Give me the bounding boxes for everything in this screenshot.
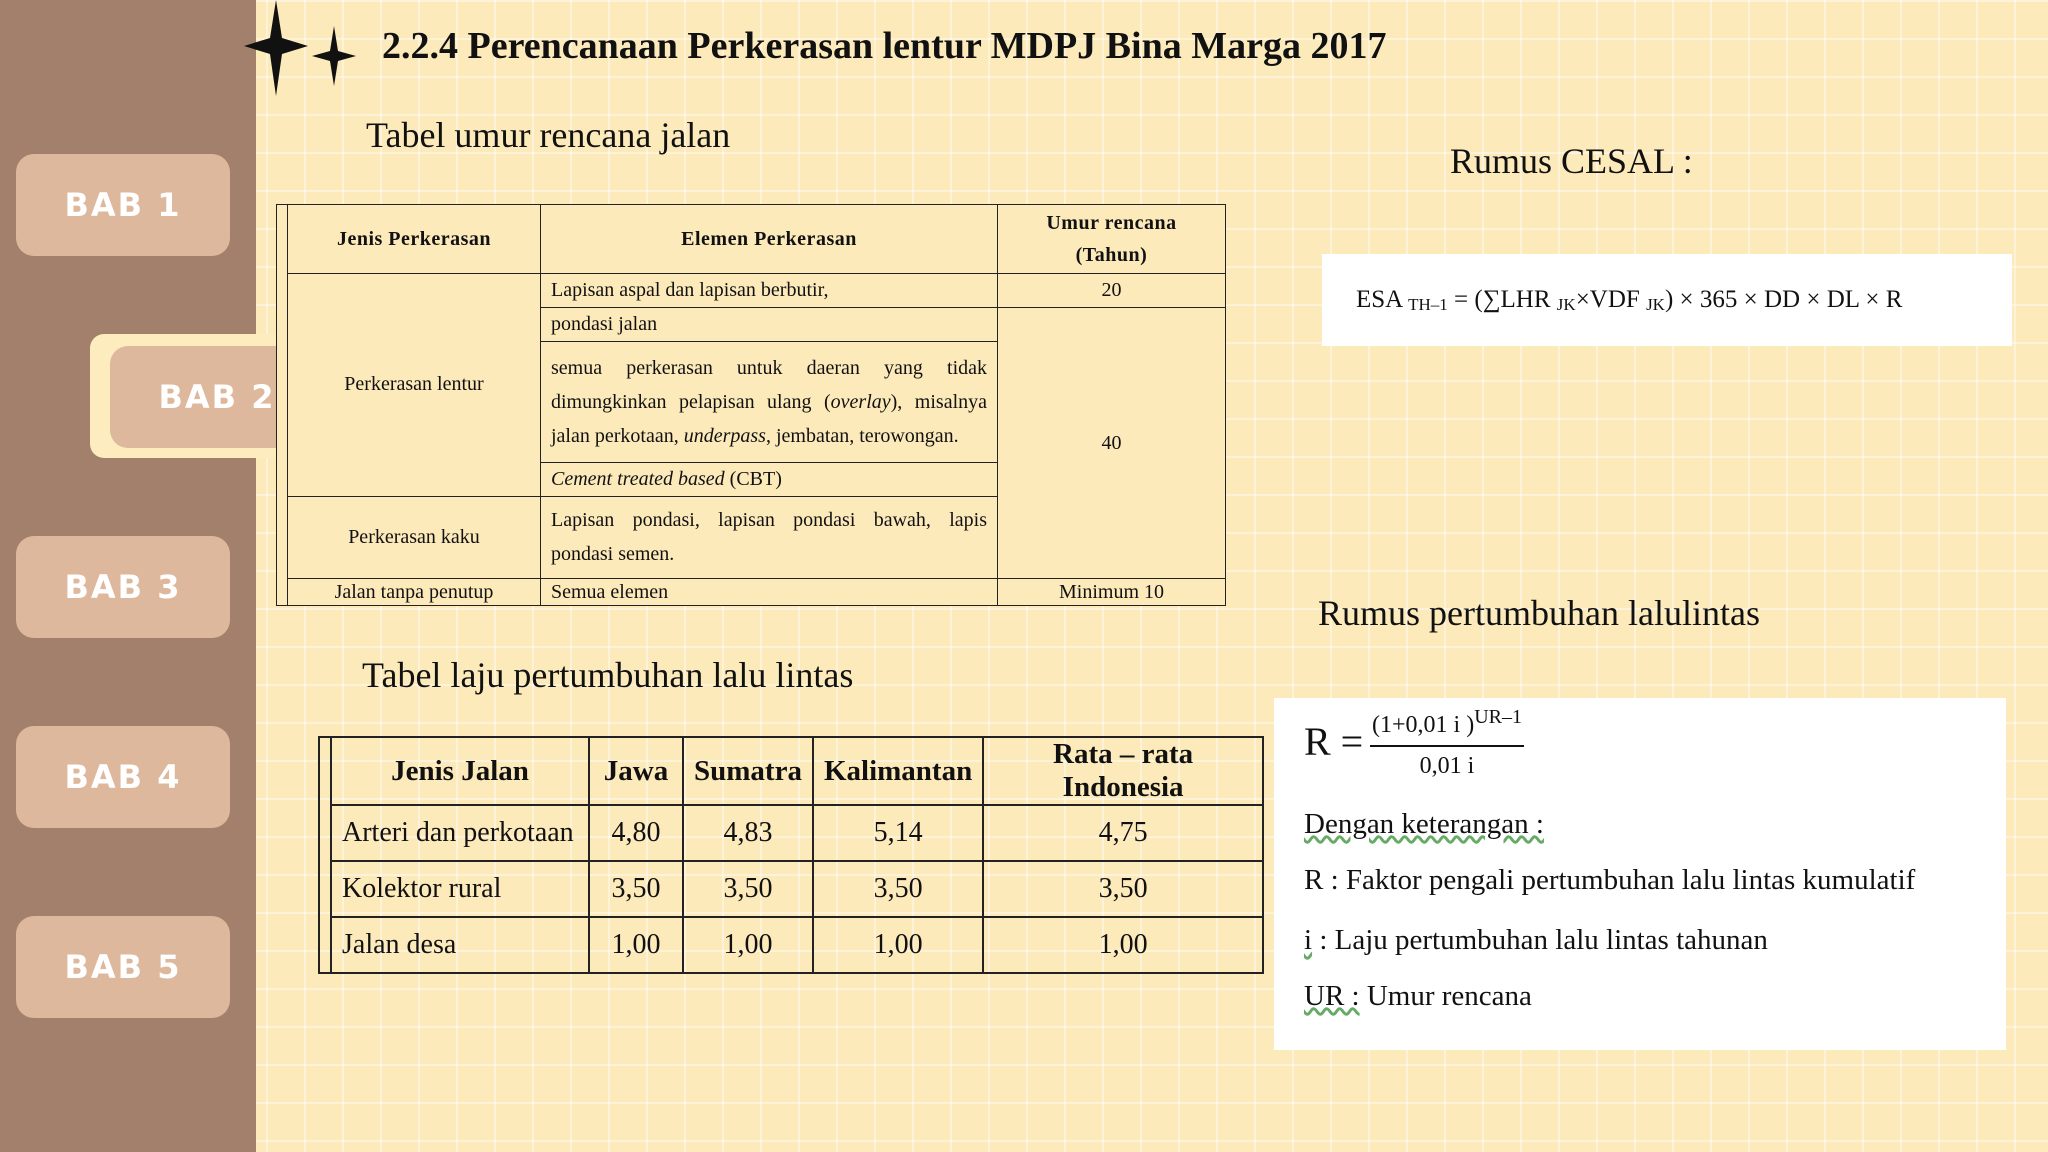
t2-header-jenis: Jenis Jalan (331, 737, 589, 805)
t2-cell: Kolektor rural (331, 861, 589, 917)
t2-cell: 1,00 (983, 917, 1263, 973)
el3-italic: overlay (830, 390, 891, 413)
t2-cell: 3,50 (589, 861, 683, 917)
nav-bab-3[interactable]: BAB 3 (16, 536, 230, 638)
growth-fraction (1370, 706, 1524, 780)
growth-formula-box (1274, 698, 2006, 1050)
header-jenis: Jenis Perkerasan (288, 205, 541, 274)
esa-part2: ×VDF (1575, 285, 1647, 313)
table-left-bar (277, 205, 288, 606)
sub-jk1: JK (1556, 294, 1576, 314)
design-life-table (276, 204, 1226, 606)
def-i (1304, 924, 1768, 957)
t2-cell: 1,00 (683, 917, 813, 973)
esa-part3: ) × 365 × DD × DL × R (1664, 285, 1903, 313)
exponent-text: UR–1 (1474, 706, 1522, 728)
t2-header-rata: Rata – rata Indonesia (983, 737, 1263, 805)
table1-caption: Tabel umur rencana jalan (366, 115, 731, 155)
t2-cell: 4,75 (983, 805, 1263, 861)
t2-cell: 4,83 (683, 805, 813, 861)
cell-jenis-tanpa: Jalan tanpa penutup (288, 579, 541, 606)
cesal-formula-box (1322, 254, 2012, 346)
esa-part1: = (∑LHR (1447, 285, 1557, 313)
def-i-text: : Laju pertumbuhan lalu lintas tahunan (1312, 924, 1768, 956)
cell-el5: Lapisan pondasi, lapisan pondasi bawah, lapis pondasi semen. (541, 496, 998, 578)
cell-el1: Lapisan aspal dan lapisan berbutir, (541, 274, 998, 308)
t2-cell: 3,50 (983, 861, 1263, 917)
t2-header-sumatra: Sumatra (683, 737, 813, 805)
def-r-text: : Faktor pengali pertumbuhan lalu lintas kumulatif (1323, 864, 1916, 896)
el4-text: (CBT) (724, 467, 782, 490)
t2-header-kalimantan: Kalimantan (813, 737, 983, 805)
fraction-denominator: 0,01 i (1419, 753, 1475, 779)
t2-cell: Arteri dan perkotaan (331, 805, 589, 861)
nav-bab-4[interactable]: BAB 4 (16, 726, 230, 828)
nav-bab-5[interactable]: BAB 5 (16, 916, 230, 1018)
def-i-symbol: i (1304, 924, 1313, 956)
cell-el3 (541, 342, 998, 463)
t2-cell: 1,00 (813, 917, 983, 973)
header-umur: Umur rencana (Tahun) (998, 205, 1226, 274)
def-ur (1304, 980, 1532, 1013)
cesal-formula (1356, 286, 1902, 315)
sub-th: TH–1 (1408, 294, 1448, 314)
cell-umur1: 20 (998, 274, 1226, 308)
cell-umur3: Minimum 10 (998, 579, 1226, 606)
sub-jk2: JK (1646, 294, 1665, 314)
fraction-numerator (1370, 706, 1524, 747)
t2-header-jawa: Jawa (589, 737, 683, 805)
r-equals: R = (1304, 719, 1364, 764)
table2-caption: Tabel laju pertumbuhan lalu lintas (362, 655, 854, 695)
nav-bab-1[interactable]: BAB 1 (16, 154, 230, 256)
el3b-text: ), misalnya jalan perkotaan, (551, 390, 987, 447)
page-title: 2.2.4 Perencanaan Perkerasan lentur MDPJ Bina Marga 2017 (382, 25, 1387, 67)
def-ur-symbol: UR : (1304, 980, 1360, 1012)
cell-el6: Semua elemen (541, 579, 998, 606)
cell-el4 (541, 462, 998, 496)
nav-bab-2[interactable]: BAB 2 (110, 346, 324, 448)
cesal-label: Rumus CESAL : (1450, 141, 1693, 181)
sparkle-icon (244, 0, 308, 96)
t2-cell: 3,50 (683, 861, 813, 917)
t2-cell: Jalan desa (331, 917, 589, 973)
growth-label: Rumus pertumbuhan lalulintas (1318, 593, 1760, 633)
keterangan-heading (1304, 808, 1544, 841)
table-row (319, 917, 1263, 973)
cell-umur2: 40 (998, 308, 1226, 579)
t2-cell: 1,00 (589, 917, 683, 973)
el3-italic2: underpass (683, 424, 766, 447)
table-row (319, 861, 1263, 917)
el4-italic: Cement treated based (551, 467, 725, 490)
t2-cell: 5,14 (813, 805, 983, 861)
el3c-text: , jembatan, terowongan. (765, 424, 959, 447)
def-ur-text: Umur rencana (1359, 980, 1532, 1012)
el3-text: semua perkerasan untuk daeran yang tidak dimungkinkan pelapisan ulang ( (551, 356, 987, 413)
cell-jenis-kaku: Perkerasan kaku (288, 496, 541, 578)
t2-cell: 3,50 (813, 861, 983, 917)
growth-rate-table (318, 736, 1264, 974)
table2-left-bar (319, 737, 331, 973)
def-r-symbol: R (1304, 864, 1324, 896)
keterangan-text: Dengan keterangan : (1304, 808, 1544, 840)
header-elemen: Elemen Perkerasan (541, 205, 998, 274)
cell-jenis-lentur: Perkerasan lentur (288, 274, 541, 497)
sparkle-small-icon (312, 26, 356, 86)
numerator-text: (1+0,01 i ) (1372, 712, 1475, 738)
t2-cell: 4,80 (589, 805, 683, 861)
esa-symbol: ESA (1356, 285, 1402, 313)
table-row (319, 805, 1263, 861)
cell-el2: pondasi jalan (541, 308, 998, 342)
def-r (1304, 864, 1915, 897)
